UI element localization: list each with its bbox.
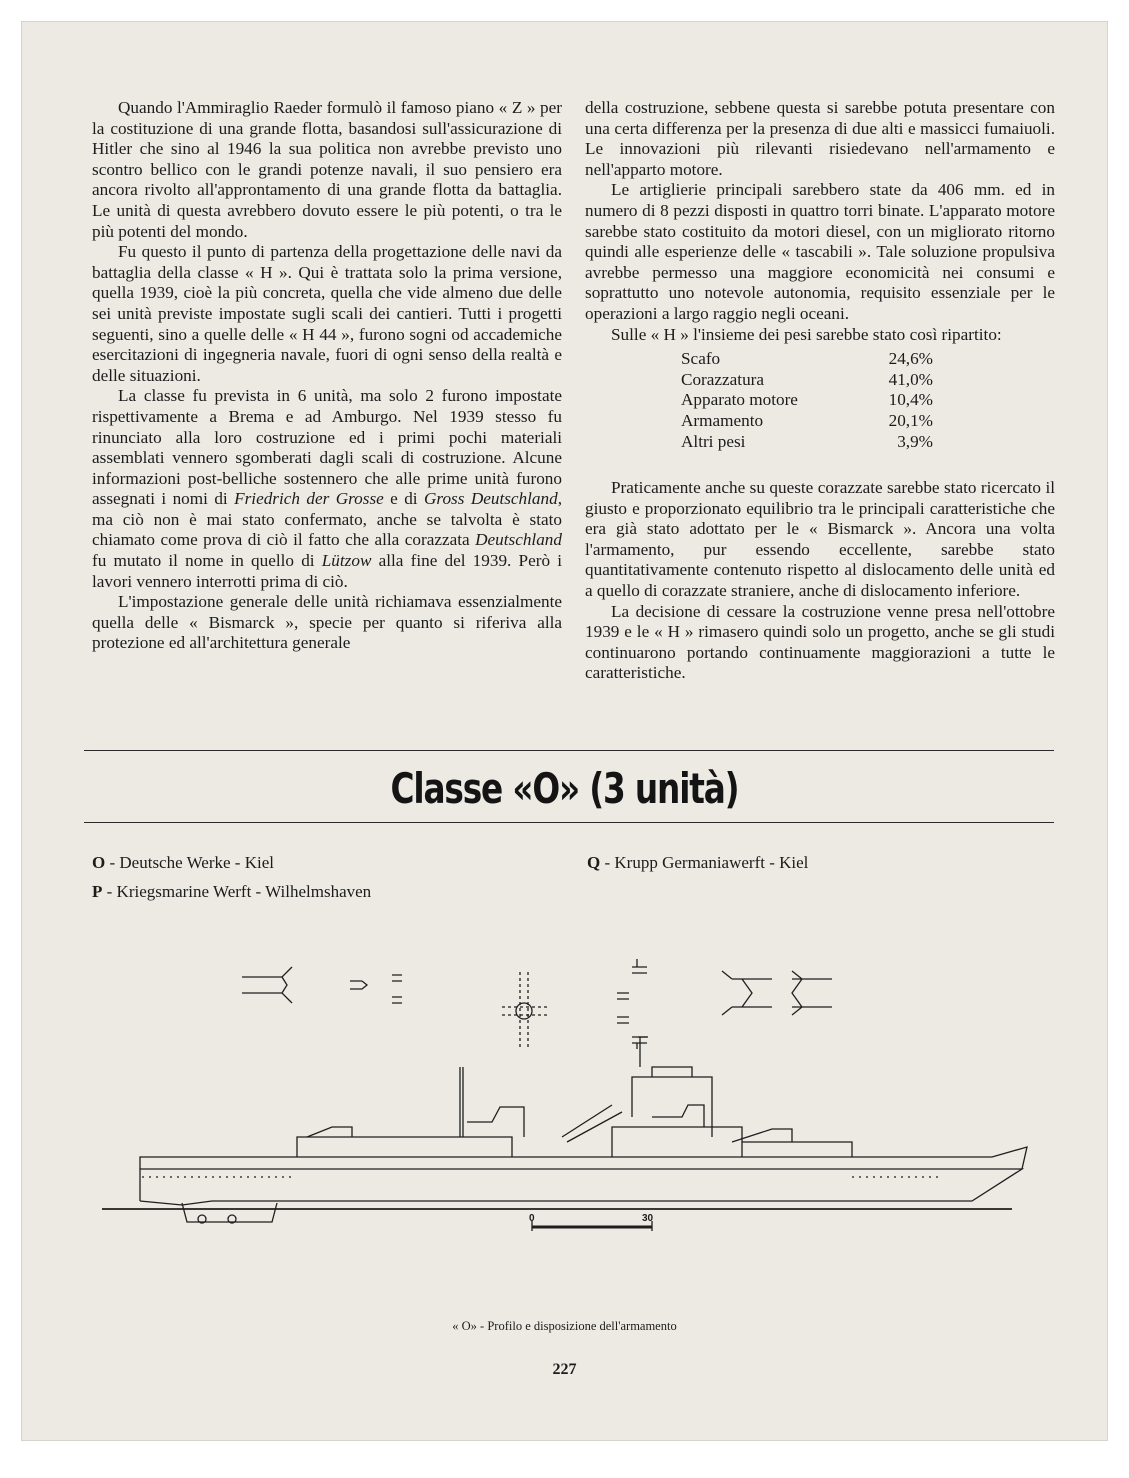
shipyard-p: P - Kriegsmarine Werft - Wilhelmshaven [92, 882, 372, 901]
ship-profile-drawing [92, 937, 1042, 1237]
paragraph: Praticamente anche su queste corazzate sarebbe stato ricercato il giusto e proporzionato equilibrio tra le principali caratteristiche che era già stato adottato per le « Bismarck ». Ancora una volta l'armamento, pur essendo eccellente, sarebbe stato quantitativamente contenuto rispetto al dislocamento delle unità ed a quello di corazzate straniere, anche di dislocamento inferiore. [585, 478, 1055, 601]
shipyard-o: O - Deutsche Werke - Kiel [92, 853, 274, 872]
table-row: Altri pesi 3,9% [681, 431, 933, 451]
table-row: Corazzatura 41,0% [681, 369, 933, 389]
paragraph: Sulle « H » l'insieme dei pesi sarebbe stato così ripartito: [611, 324, 1002, 344]
divider-bottom [84, 822, 1054, 823]
paragraph: Quando l'Ammiraglio Raeder formulò il famoso piano « Z » per la costituzione di una grande flotta, basandosi sull'assicurazione di Hitler che sino al 1946 la sua politica non avrebbe previsto uno scontro bellico con le grandi potenze navali, il suo pensiero era ancora rivolto all'approntamento di una grande flotta da battaglia. Le unità di questa avrebbero dovuto essere le più potenti, o tra le più potenti del mondo. [92, 98, 562, 241]
ship-hull-profile [102, 1037, 1027, 1223]
text-column-right [585, 98, 1055, 684]
table-row: Scafo 24,6% [681, 349, 933, 369]
table-row: Apparato motore 10,4% [681, 390, 933, 410]
scale-end-label: 30 [642, 1213, 654, 1224]
paragraph: Le artiglierie principali sarebbero state da 406 mm. ed in numero di 8 pezzi disposti in quattro torri binate. L'apparato motore sarebbe stato costituito da motori diesel, con un migliorato ritorno quindi alle esperienze delle « tascabili ». Tale soluzione propulsiva avrebbe permesso una maggiore economicità nei consumi e soprattutto uno notevole autonomia, requisito essenziale per le operazioni a largo raggio negli oceani. [585, 180, 1055, 323]
figure-caption: « O» - Profilo e disposizione dell'armamento [452, 1319, 677, 1333]
weight-distribution-table [681, 349, 933, 452]
text-column-left [92, 98, 562, 654]
paragraph: La classe fu prevista in 6 unità, ma solo 2 furono impostate rispettivamente a Brema e ad Amburgo. Nel 1939 stesso fu rinunciato alla loro costruzione ed i primi pochi materiali assemblati vennero sgomberati dagli scali di costruzione. Alcune informazioni post-belliche sostennero che alle prime unità furono assegnati i nomi di Friedrich der Grosse e di Gross Deutschland, ma ciò non è mai stato confermato, anche se talvolta è stato chiamato come prova di ciò il fatto che alla corazzata Deutschland fu mutato il nome in quello di Lützow alla fine del 1939. Però i lavori vennero interrotti prima di ciò. [92, 386, 562, 591]
divider-top [84, 750, 1054, 751]
paragraph: L'impostazione generale delle unità richiamava essenzialmente quella delle « Bismarck », specie per quanto si riferiva alla protezione ed all'architettura generale [92, 592, 562, 653]
scale-start-label: 0 [529, 1213, 535, 1224]
shipyard-q: Q - Krupp Germaniawerft - Kiel [587, 853, 809, 872]
book-page [22, 22, 1107, 1440]
ship-name: Deutschland [475, 530, 562, 550]
ship-name: Friedrich der Grosse [234, 489, 384, 509]
paragraph: Fu questo il punto di partenza della progettazione delle navi da battaglia della classe « H ». Qui è trattata solo la prima versione, quella 1939, cioè la più concreta, quella che vide almeno due delle sei unità previste impostate sugli scali dei cantieri. Tutti i progetti seguenti, sino a quelle delle « H 44 », furono sogni od accademiche esercitazioni di ingegneria navale, fuori di ogni senso della realtà e delle situazioni. [92, 242, 562, 385]
table-row: Armamento 20,1% [681, 410, 933, 430]
paragraph: La decisione di cessare la costruzione venne presa nell'ottobre 1939 e le « H » rimasero quindi solo un progetto, anche se gli studi continuarono portando continuamente maggiorazioni a tutte le caratteristiche. [585, 601, 1055, 683]
scale-bar [532, 1221, 652, 1231]
armament-plan-view [242, 959, 832, 1049]
ship-name: Gross Deutschland [423, 489, 558, 509]
ship-name: Lützow [321, 551, 372, 571]
page-number: 227 [552, 1361, 577, 1378]
paragraph: della costruzione, sebbene questa si sarebbe potuta presentare con una certa differenza per la presenza di due alti e massicci fumaiuoli. Le innovazioni più rilevanti risiedevano nell'armamento e nell'apparto motore. [585, 98, 1055, 179]
section-title: Classe «O» (3 unità) [390, 764, 739, 813]
